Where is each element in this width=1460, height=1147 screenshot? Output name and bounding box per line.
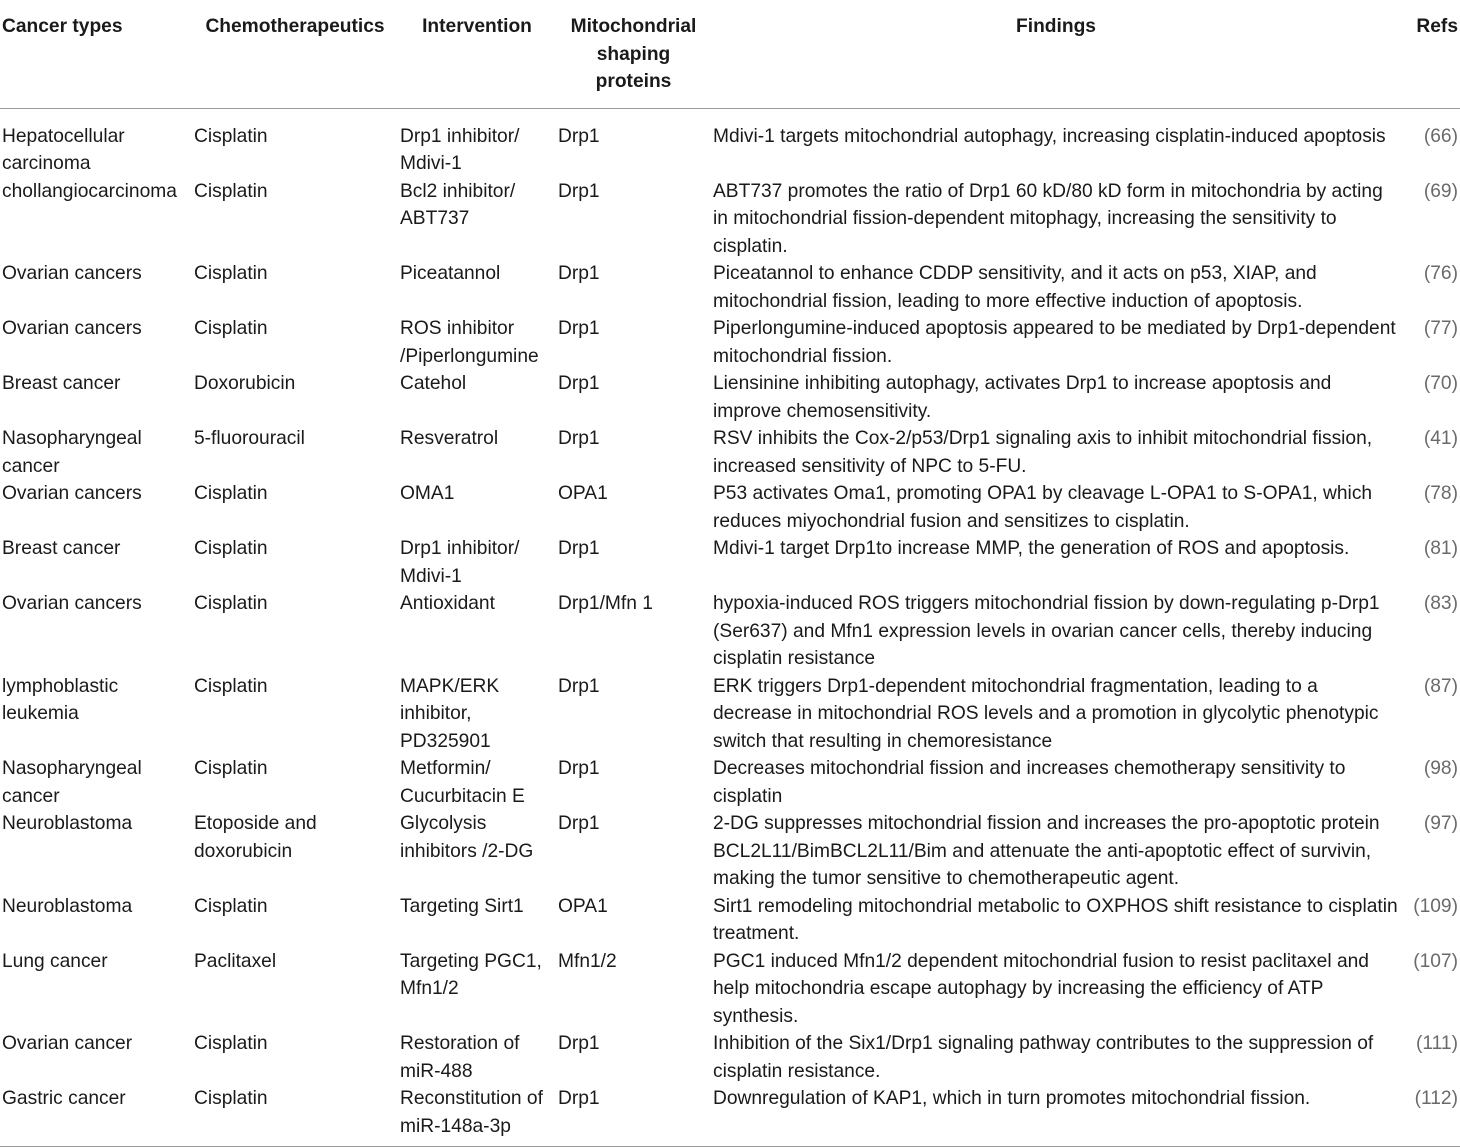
table-row (0, 810, 1460, 893)
cell-protein: Drp1 (558, 180, 600, 202)
header-intervention: Intervention (398, 0, 556, 108)
cell-protein: Drp1 (558, 263, 600, 284)
cell-findings: Mdivi-1 target Drp1to increase MMP, the generation of ROS and apoptosis. (713, 538, 1350, 559)
table-row (0, 535, 1460, 590)
cell-ref: (69) (1423, 180, 1458, 202)
cell-cancer-type: Ovarian cancer (2, 1033, 133, 1054)
cell-findings: PGC1 induced Mfn1/2 dependent mitochondrial fusion to resist paclitaxel and help mitochondria escape autophagy by increasing the efficiency of ATP synthesis. (713, 950, 1369, 1027)
cell-ref: (81) (1423, 538, 1458, 559)
cell-cancer-type: Lung cancer (2, 950, 108, 972)
cell-chemotherapeutic: Cisplatin (194, 263, 268, 284)
header-row (0, 0, 1460, 108)
header-cancer-types: Cancer types (0, 0, 192, 108)
cell-cancer-type: Neuroblastoma (2, 895, 133, 917)
cell-findings: Piceatannol to enhance CDDP sensitivity, and it acts on p53, XIAP, and mitochondrial fission, leading to more effective induction of apoptosis. (713, 263, 1317, 312)
table-row (0, 590, 1460, 673)
cell-cancer-type: Nasopharyngeal cancer (2, 428, 142, 477)
cell-intervention: ROS inhibitor /Piperlongumine (400, 318, 539, 367)
cell-protein: Drp1 (558, 758, 600, 779)
cell-intervention: Targeting PGC1, Mfn1/2 (400, 950, 542, 999)
cell-cancer-type: Ovarian cancers (2, 593, 142, 614)
cell-findings: Downregulation of KAP1, which in turn promotes mitochondrial fission. (713, 1088, 1311, 1109)
cell-cancer-type: Hepatocellular carcinoma (2, 125, 125, 174)
cell-chemotherapeutic: Cisplatin (194, 1088, 268, 1109)
cell-ref: (109) (1413, 895, 1458, 917)
cell-cancer-type: Ovarian cancers (2, 318, 142, 339)
cell-chemotherapeutic: 5-fluorouracil (194, 428, 305, 449)
cell-findings: Decreases mitochondrial fission and increases chemotherapy sensitivity to cisplatin (713, 758, 1346, 807)
cell-chemotherapeutic: Etoposide and doxorubicin (194, 813, 317, 862)
cell-intervention: Bcl2 inhibitor/ ABT737 (400, 180, 516, 229)
cell-findings: Inhibition of the Six1/Drp1 signaling pathway contributes to the suppression of cisplatin resistance. (713, 1033, 1374, 1082)
header-chemotherapeutics: Chemotherapeutics (192, 0, 398, 108)
cell-protein: Drp1 (558, 373, 600, 394)
cell-ref: (98) (1423, 758, 1458, 779)
cell-findings: Sirt1 remodeling mitochondrial metabolic to OXPHOS shift resistance to cisplatin treatment. (713, 895, 1398, 944)
table-row (0, 893, 1460, 948)
cell-intervention: Drp1 inhibitor/ Mdivi-1 (400, 538, 520, 587)
cell-cancer-type: lymphoblastic leukemia (2, 675, 119, 724)
cell-chemotherapeutic: Cisplatin (194, 180, 268, 202)
cell-findings: ERK triggers Drp1-dependent mitochondrial fragmentation, leading to a decrease in mitochondrial ROS levels and a promotion in glycolytic phenotypic switch that resulting in chemoresistance (713, 675, 1379, 752)
cell-intervention: Glycolysis inhibitors /2-DG (400, 813, 534, 862)
table-row (0, 370, 1460, 425)
table-body (0, 108, 1460, 1146)
cell-intervention: Targeting Sirt1 (400, 895, 524, 917)
table-row (0, 673, 1460, 756)
cell-intervention: Catehol (400, 373, 467, 394)
cell-protein: Drp1/Mfn 1 (558, 593, 653, 614)
header-refs: Refs (1401, 0, 1460, 108)
table-row (0, 260, 1460, 315)
table-row (0, 108, 1460, 178)
cell-findings: Liensinine inhibiting autophagy, activates Drp1 to increase apoptosis and improve chemosensitivity. (713, 373, 1332, 422)
cell-intervention: Restoration of miR-488 (400, 1033, 520, 1082)
table-row (0, 948, 1460, 1031)
cell-intervention: Piceatannol (400, 263, 501, 284)
cell-ref: (77) (1423, 318, 1458, 339)
cell-ref: (87) (1423, 675, 1458, 697)
cell-cancer-type: Breast cancer (2, 373, 121, 394)
cell-findings: Piperlongumine-induced apoptosis appeared to be mediated by Drp1-dependent mitochondrial fission. (713, 318, 1396, 367)
cell-intervention: Reconstitution of miR-148a-3p (400, 1088, 543, 1137)
cell-protein: Drp1 (558, 428, 600, 449)
table-row (0, 315, 1460, 370)
table-row (0, 480, 1460, 535)
cell-ref: (66) (1423, 125, 1458, 147)
table-row (0, 178, 1460, 261)
cell-chemotherapeutic: Cisplatin (194, 125, 268, 147)
cell-intervention: Drp1 inhibitor/ Mdivi-1 (400, 125, 520, 174)
cell-chemotherapeutic: Cisplatin (194, 318, 268, 339)
cell-protein: Drp1 (558, 675, 600, 697)
cell-intervention: Metformin/ Cucurbitacin E (400, 758, 525, 807)
cell-protein: Drp1 (558, 125, 600, 147)
cell-protein: Drp1 (558, 318, 600, 339)
table-row (0, 755, 1460, 810)
table-row (0, 1085, 1460, 1146)
cell-protein: Mfn1/2 (558, 950, 617, 972)
cell-chemotherapeutic: Cisplatin (194, 483, 268, 504)
table-header (0, 0, 1460, 108)
cell-protein: Drp1 (558, 538, 600, 559)
table-row (0, 1030, 1460, 1085)
cell-chemotherapeutic: Cisplatin (194, 675, 268, 697)
cell-cancer-type: Gastric cancer (2, 1088, 126, 1109)
cell-findings: 2-DG suppresses mitochondrial fission and increases the pro-apoptotic protein BCL2L11/BimBCL2L11/Bim and attenuate the anti-apoptotic effect of survivin, making the tumor sensitive to chemotherapeutic agent. (713, 813, 1380, 889)
cell-ref: (76) (1423, 263, 1458, 284)
cell-cancer-type: Ovarian cancers (2, 263, 142, 284)
cell-protein: Drp1 (558, 1088, 600, 1109)
table-row (0, 425, 1460, 480)
cell-ref: (112) (1414, 1088, 1458, 1109)
cell-chemotherapeutic: Doxorubicin (194, 373, 296, 394)
cell-ref: (111) (1416, 1033, 1458, 1054)
cell-chemotherapeutic: Paclitaxel (194, 950, 277, 972)
cell-protein: Drp1 (558, 1033, 600, 1054)
cell-protein: Drp1 (558, 813, 600, 834)
cell-cancer-type: chollangiocarcinoma (2, 180, 177, 202)
cell-ref: (107) (1413, 950, 1458, 972)
header-proteins: Mitochondrial shaping proteins (556, 0, 711, 108)
cell-intervention: MAPK/ERK inhibitor, PD325901 (400, 675, 500, 752)
cell-chemotherapeutic: Cisplatin (194, 593, 268, 614)
cell-cancer-type: Nasopharyngeal cancer (2, 758, 142, 807)
cell-intervention: OMA1 (400, 483, 455, 504)
cell-ref: (70) (1423, 373, 1458, 394)
cell-chemotherapeutic: Cisplatin (194, 538, 268, 559)
cell-chemotherapeutic: Cisplatin (194, 895, 268, 917)
cell-cancer-type: Breast cancer (2, 538, 121, 559)
cell-findings: Mdivi-1 targets mitochondrial autophagy, increasing cisplatin-induced apoptosis (713, 125, 1386, 147)
cell-findings: hypoxia-induced ROS triggers mitochondrial fission by down-regulating p-Drp1 (Ser637) and Mfn1 expression levels in ovarian cancer cells, thereby inducing cisplatin resistance (713, 593, 1380, 669)
cell-cancer-type: Neuroblastoma (2, 813, 133, 834)
cell-cancer-type: Ovarian cancers (2, 483, 142, 504)
cell-intervention: Resveratrol (400, 428, 499, 449)
cell-ref: (97) (1423, 813, 1458, 834)
cell-chemotherapeutic: Cisplatin (194, 1033, 268, 1054)
cell-findings: ABT737 promotes the ratio of Drp1 60 kD/80 kD form in mitochondria by acting in mitochondrial fission-dependent mitophagy, increasing the sensitivity to cisplatin. (713, 180, 1383, 257)
cell-intervention: Antioxidant (400, 593, 495, 614)
cell-findings: P53 activates Oma1, promoting OPA1 by cleavage L-OPA1 to S-OPA1, which reduces miyochondrial fusion and sensitizes to cisplatin. (713, 483, 1373, 532)
cell-ref: (41) (1423, 428, 1458, 449)
cell-protein: OPA1 (558, 895, 608, 917)
cell-chemotherapeutic: Cisplatin (194, 758, 268, 779)
header-findings: Findings (711, 0, 1401, 108)
cell-ref: (78) (1423, 483, 1458, 504)
cell-ref: (83) (1423, 593, 1458, 614)
cell-findings: RSV inhibits the Cox-2/p53/Drp1 signaling axis to inhibit mitochondrial fission, increased sensitivity of NPC to 5-FU. (713, 428, 1373, 477)
cell-protein: OPA1 (558, 483, 608, 504)
